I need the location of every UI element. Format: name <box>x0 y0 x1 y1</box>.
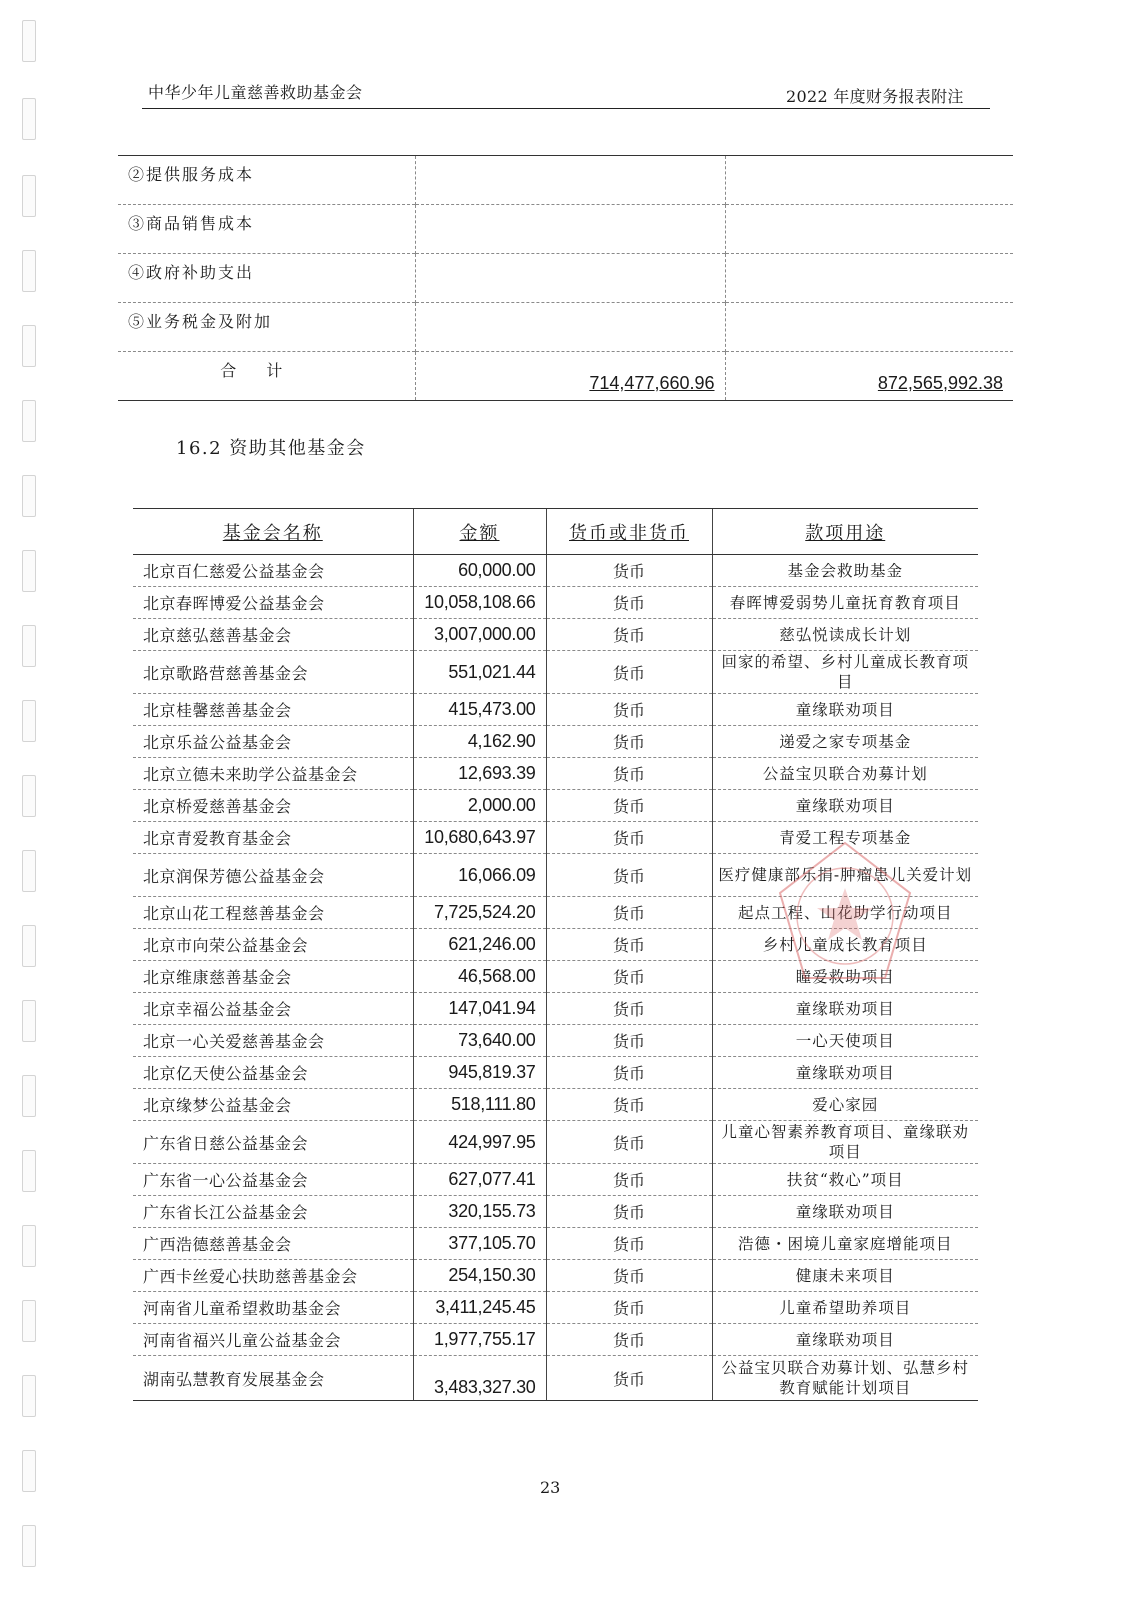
cost-total-row <box>118 352 1013 401</box>
grant-purpose: 青爱工程专项基金 <box>712 822 978 854</box>
grant-purpose: 瞳爱救助项目 <box>712 961 978 993</box>
header-cell: 货币或非货币 <box>546 509 712 555</box>
table-row <box>133 1196 978 1228</box>
cost-row <box>118 205 1013 254</box>
header-cell: 款项用途 <box>712 509 978 555</box>
binder-hole <box>22 550 36 592</box>
table-row <box>133 1356 978 1401</box>
cost-row <box>118 156 1013 205</box>
table-row <box>133 1057 978 1089</box>
foundation-name: 北京缘梦公益基金会 <box>133 1089 413 1121</box>
currency-type: 货币 <box>546 726 712 758</box>
total-label: 合计 <box>118 352 415 401</box>
grant-amount: 254,150.30 <box>413 1260 546 1292</box>
table-row <box>133 1164 978 1196</box>
grant-amount: 10,058,108.66 <box>413 587 546 619</box>
cost-table <box>118 155 1013 401</box>
grant-purpose: 扶贫“救心”项目 <box>712 1164 978 1196</box>
header-rule <box>142 108 990 109</box>
foundation-name: 北京维康慈善基金会 <box>133 961 413 993</box>
grants-table-header <box>133 509 978 555</box>
binder-hole <box>22 850 36 892</box>
grant-amount: 60,000.00 <box>413 555 546 587</box>
grant-amount: 377,105.70 <box>413 1228 546 1260</box>
page-number: 23 <box>540 1478 561 1497</box>
grant-purpose: 春晖博爱弱势儿童抚育教育项目 <box>712 587 978 619</box>
binder-hole <box>22 1525 36 1567</box>
binder-hole <box>22 925 36 967</box>
table-row <box>133 1324 978 1356</box>
table-row <box>133 694 978 726</box>
header-cell: 金额 <box>413 509 546 555</box>
grant-purpose: 浩德・困境儿童家庭增能项目 <box>712 1228 978 1260</box>
foundation-name: 北京市向荣公益基金会 <box>133 929 413 961</box>
grant-amount: 320,155.73 <box>413 1196 546 1228</box>
currency-type: 货币 <box>546 587 712 619</box>
foundation-name: 北京慈弘慈善基金会 <box>133 619 413 651</box>
cost-current <box>415 156 725 205</box>
table-row <box>133 587 978 619</box>
table-row <box>133 651 978 694</box>
grant-amount: 415,473.00 <box>413 694 546 726</box>
currency-type: 货币 <box>546 1025 712 1057</box>
grant-purpose: 儿童希望助养项目 <box>712 1292 978 1324</box>
grant-purpose: 童缘联劝项目 <box>712 1196 978 1228</box>
total-prior: 872,565,992.38 <box>725 352 1013 401</box>
currency-type: 货币 <box>546 758 712 790</box>
binder-holes <box>18 0 42 1600</box>
currency-type: 货币 <box>546 993 712 1025</box>
binder-hole <box>22 250 36 292</box>
currency-type: 货币 <box>546 651 712 694</box>
foundation-name: 广东省长江公益基金会 <box>133 1196 413 1228</box>
table-row <box>133 1121 978 1164</box>
binder-hole <box>22 775 36 817</box>
currency-type: 货币 <box>546 822 712 854</box>
foundation-name: 北京立德未来助学公益基金会 <box>133 758 413 790</box>
header-report-title: 2022 年度财务报表附注 <box>786 87 964 106</box>
currency-type: 货币 <box>546 1089 712 1121</box>
foundation-name: 广东省一心公益基金会 <box>133 1164 413 1196</box>
grant-amount: 424,997.95 <box>413 1121 546 1164</box>
grant-amount: 3,007,000.00 <box>413 619 546 651</box>
grant-amount: 46,568.00 <box>413 961 546 993</box>
foundation-name: 北京青爱教育基金会 <box>133 822 413 854</box>
grant-amount: 16,066.09 <box>413 854 546 897</box>
grant-purpose: 童缘联劝项目 <box>712 1324 978 1356</box>
grant-purpose: 爱心家园 <box>712 1089 978 1121</box>
section-title: 16.2 资助其他基金会 <box>176 438 366 459</box>
currency-type: 货币 <box>546 619 712 651</box>
header-cell: 基金会名称 <box>133 509 413 555</box>
foundation-name: 北京百仁慈爱公益基金会 <box>133 555 413 587</box>
currency-type: 货币 <box>546 1057 712 1089</box>
foundation-name: 北京歌路营慈善基金会 <box>133 651 413 694</box>
binder-hole <box>22 175 36 217</box>
table-row <box>133 1292 978 1324</box>
binder-hole <box>22 400 36 442</box>
currency-type: 货币 <box>546 1292 712 1324</box>
currency-type: 货币 <box>546 555 712 587</box>
table-row <box>133 1025 978 1057</box>
grant-purpose: 递爱之家专项基金 <box>712 726 978 758</box>
table-row <box>133 1260 978 1292</box>
table-row <box>133 555 978 587</box>
foundation-name: 北京春晖博爱公益基金会 <box>133 587 413 619</box>
binder-hole <box>22 1075 36 1117</box>
table-row <box>133 758 978 790</box>
foundation-name: 广西卡丝爱心扶助慈善基金会 <box>133 1260 413 1292</box>
binder-hole <box>22 1375 36 1417</box>
grant-amount: 627,077.41 <box>413 1164 546 1196</box>
grant-amount: 7,725,524.20 <box>413 897 546 929</box>
currency-type: 货币 <box>546 1196 712 1228</box>
foundation-name: 广西浩德慈善基金会 <box>133 1228 413 1260</box>
foundation-name: 广东省日慈公益基金会 <box>133 1121 413 1164</box>
grant-purpose: 童缘联劝项目 <box>712 1057 978 1089</box>
currency-type: 货币 <box>546 1164 712 1196</box>
grant-amount: 147,041.94 <box>413 993 546 1025</box>
grant-amount: 1,977,755.17 <box>413 1324 546 1356</box>
binder-hole <box>22 98 36 140</box>
binder-hole <box>22 325 36 367</box>
foundation-name: 北京亿天使公益基金会 <box>133 1057 413 1089</box>
binder-hole <box>22 1150 36 1192</box>
foundation-name: 河南省儿童希望救助基金会 <box>133 1292 413 1324</box>
grant-purpose: 慈弘悦读成长计划 <box>712 619 978 651</box>
foundation-name: 北京一心关爱慈善基金会 <box>133 1025 413 1057</box>
foundation-name: 湖南弘慧教育发展基金会 <box>133 1356 413 1401</box>
grant-amount: 4,162.90 <box>413 726 546 758</box>
cost-current <box>415 254 725 303</box>
grant-purpose: 医疗健康部乐捐-肿瘤患儿关爱计划 <box>712 854 978 897</box>
grant-amount: 551,021.44 <box>413 651 546 694</box>
foundation-name: 北京润保芳德公益基金会 <box>133 854 413 897</box>
grant-purpose: 一心天使项目 <box>712 1025 978 1057</box>
currency-type: 货币 <box>546 694 712 726</box>
foundation-name: 北京桥爱慈善基金会 <box>133 790 413 822</box>
grant-amount: 2,000.00 <box>413 790 546 822</box>
foundation-name: 北京桂馨慈善基金会 <box>133 694 413 726</box>
currency-type: 货币 <box>546 929 712 961</box>
cost-prior <box>725 303 1013 352</box>
binder-hole <box>22 1225 36 1267</box>
table-row <box>133 619 978 651</box>
cost-label: ②提供服务成本 <box>118 156 415 205</box>
binder-hole <box>22 625 36 667</box>
currency-type: 货币 <box>546 1356 712 1401</box>
grant-amount: 518,111.80 <box>413 1089 546 1121</box>
grant-purpose: 童缘联劝项目 <box>712 993 978 1025</box>
table-row <box>133 790 978 822</box>
binder-hole <box>22 700 36 742</box>
cost-row <box>118 303 1013 352</box>
currency-type: 货币 <box>546 1324 712 1356</box>
binder-hole <box>22 475 36 517</box>
official-seal-stamp <box>770 838 920 988</box>
currency-type: 货币 <box>546 854 712 897</box>
total-current: 714,477,660.96 <box>415 352 725 401</box>
grant-amount: 12,693.39 <box>413 758 546 790</box>
grant-amount: 3,483,327.30 <box>413 1356 546 1401</box>
cost-prior <box>725 205 1013 254</box>
grant-purpose: 起点工程、山花助学行动项目 <box>712 897 978 929</box>
grant-amount: 621,246.00 <box>413 929 546 961</box>
foundation-name: 河南省福兴儿童公益基金会 <box>133 1324 413 1356</box>
cost-label: ④政府补助支出 <box>118 254 415 303</box>
grant-amount: 3,411,245.45 <box>413 1292 546 1324</box>
cost-prior <box>725 156 1013 205</box>
cost-prior <box>725 254 1013 303</box>
table-row <box>133 1228 978 1260</box>
currency-type: 货币 <box>546 790 712 822</box>
binder-hole <box>22 1450 36 1492</box>
foundation-name: 北京山花工程慈善基金会 <box>133 897 413 929</box>
foundation-name: 北京幸福公益基金会 <box>133 993 413 1025</box>
grant-purpose: 回家的希望、乡村儿童成长教育项目 <box>712 651 978 694</box>
currency-type: 货币 <box>546 897 712 929</box>
binder-hole <box>22 1000 36 1042</box>
binder-hole <box>22 20 36 62</box>
currency-type: 货币 <box>546 1228 712 1260</box>
grant-purpose: 公益宝贝联合劝募计划 <box>712 758 978 790</box>
table-row <box>133 993 978 1025</box>
grant-purpose: 乡村儿童成长教育项目 <box>712 929 978 961</box>
currency-type: 货币 <box>546 961 712 993</box>
cost-label: ⑤业务税金及附加 <box>118 303 415 352</box>
cost-row <box>118 254 1013 303</box>
grant-purpose: 童缘联劝项目 <box>712 694 978 726</box>
grant-purpose: 公益宝贝联合劝募计划、弘慧乡村教育赋能计划项目 <box>712 1356 978 1401</box>
grant-purpose: 童缘联劝项目 <box>712 790 978 822</box>
table-row <box>133 726 978 758</box>
cost-label: ③商品销售成本 <box>118 205 415 254</box>
foundation-name: 北京乐益公益基金会 <box>133 726 413 758</box>
grant-amount: 945,819.37 <box>413 1057 546 1089</box>
grant-purpose: 基金会救助基金 <box>712 555 978 587</box>
currency-type: 货币 <box>546 1121 712 1164</box>
grant-amount: 73,640.00 <box>413 1025 546 1057</box>
cost-current <box>415 303 725 352</box>
header-organization: 中华少年儿童慈善救助基金会 <box>148 83 363 102</box>
cost-current <box>415 205 725 254</box>
grant-amount: 10,680,643.97 <box>413 822 546 854</box>
currency-type: 货币 <box>546 1260 712 1292</box>
binder-hole <box>22 1300 36 1342</box>
grant-purpose: 儿童心智素养教育项目、童缘联劝项目 <box>712 1121 978 1164</box>
grant-purpose: 健康未来项目 <box>712 1260 978 1292</box>
table-row <box>133 1089 978 1121</box>
